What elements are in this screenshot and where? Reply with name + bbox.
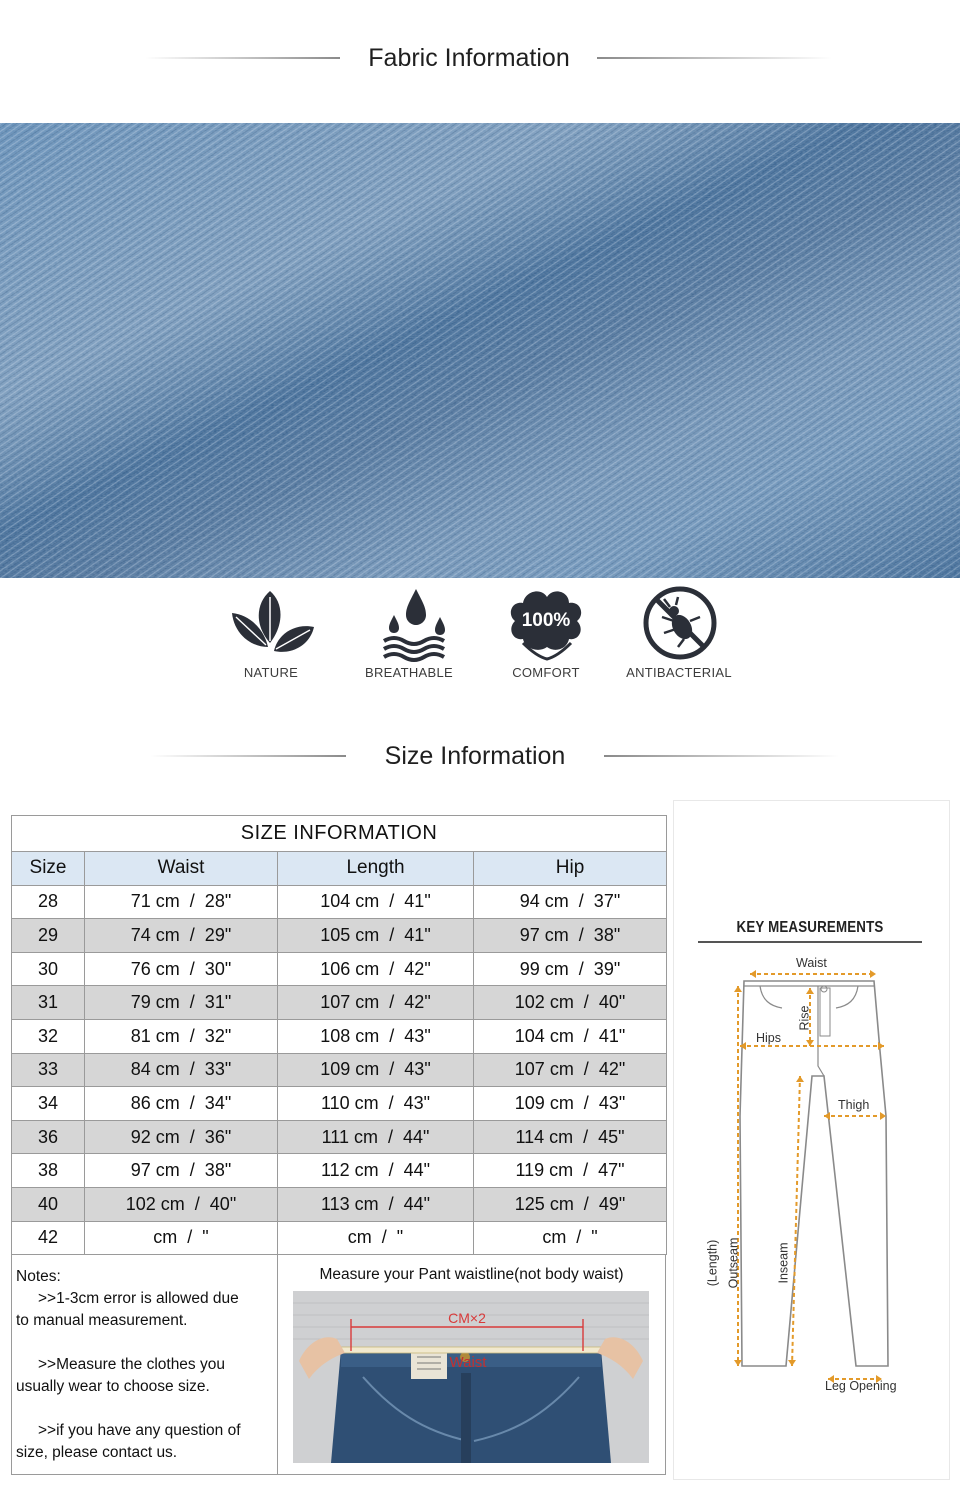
hip-cell: 125 cm / 49"	[474, 1187, 667, 1221]
table-row	[12, 1019, 667, 1053]
feature-label: BREATHABLE	[364, 665, 453, 680]
notes-heading: Notes:	[16, 1268, 61, 1285]
table-row	[12, 986, 667, 1020]
label-length: (Length)	[705, 1239, 720, 1287]
length-cell: 113 cm / 44"	[278, 1187, 474, 1221]
length-cell: 111 cm / 44"	[278, 1120, 474, 1154]
label-waist: Waist	[796, 956, 827, 970]
hip-cell: 107 cm / 42"	[474, 1053, 667, 1087]
cotton-icon	[501, 585, 591, 663]
label-inseam: Inseam	[776, 1242, 791, 1284]
size-section-heading	[0, 736, 960, 776]
note-1-line-2: to manual measurement.	[16, 1312, 188, 1329]
column-header-size: Size	[12, 852, 85, 886]
heading-divider-right	[597, 57, 832, 59]
heading-divider-left	[150, 755, 346, 757]
size-cell: 40	[12, 1187, 85, 1221]
length-cell: 110 cm / 43"	[278, 1087, 474, 1121]
hip-cell: 99 cm / 39"	[474, 952, 667, 986]
waist-cell: 76 cm / 30"	[85, 952, 278, 986]
water-drop-icon	[364, 585, 454, 663]
size-section-title: Size Information	[384, 742, 566, 770]
measure-caption: Measure your Pant waistline(not body waist)	[319, 1266, 624, 1283]
waist-cell: 92 cm / 36"	[85, 1120, 278, 1154]
size-cell: 32	[12, 1019, 85, 1053]
column-header-hip: Hip	[474, 852, 667, 886]
label-rise: Rise	[797, 1005, 812, 1031]
heading-divider-left	[145, 57, 340, 59]
note-3-line-1: >>if you have any question of	[38, 1422, 241, 1439]
key-measurements-panel	[673, 800, 950, 1480]
column-header-waist: Waist	[85, 852, 278, 886]
hip-cell: 94 cm / 37"	[474, 885, 667, 919]
size-cell: 33	[12, 1053, 85, 1087]
feature-label: NATURE	[243, 665, 299, 680]
heading-divider-right	[604, 755, 839, 757]
note-2-line-1: >>Measure the clothes you	[38, 1356, 225, 1373]
hip-cell: cm / "	[474, 1221, 667, 1255]
label-thigh: Thigh	[838, 1098, 870, 1112]
hip-cell: 104 cm / 41"	[474, 1019, 667, 1053]
key-measurements-title: KEY MEASUREMENTS	[736, 919, 884, 936]
table-row	[12, 952, 667, 986]
length-cell: 107 cm / 42"	[278, 986, 474, 1020]
table-row	[12, 919, 667, 953]
length-cell: 105 cm / 41"	[278, 919, 474, 953]
hip-cell: 109 cm / 43"	[474, 1087, 667, 1121]
table-row	[12, 885, 667, 919]
feature-label: COMFORT	[512, 665, 580, 680]
size-cell: 29	[12, 919, 85, 953]
label-hips: Hips	[756, 1031, 782, 1045]
dimension-label: CM×2	[448, 1310, 486, 1326]
size-cell: 42	[12, 1221, 85, 1255]
table-row	[12, 1187, 667, 1221]
size-cell: 34	[12, 1087, 85, 1121]
leaves-icon	[226, 585, 316, 663]
key-measurements-underline	[698, 941, 922, 943]
notes-and-measure-panel	[11, 1254, 666, 1475]
length-cell: 106 cm / 42"	[278, 952, 474, 986]
waist-cell: 81 cm / 32"	[85, 1019, 278, 1053]
table-row	[12, 1053, 667, 1087]
note-3-line-2: size, please contact us.	[16, 1444, 178, 1461]
table-row	[12, 1154, 667, 1188]
waist-cell: 102 cm / 40"	[85, 1187, 278, 1221]
fabric-section-title: Fabric Information	[368, 44, 570, 72]
size-table	[11, 815, 667, 1255]
length-cell: 112 cm / 44"	[278, 1154, 474, 1188]
hip-cell: 119 cm / 47"	[474, 1154, 667, 1188]
notes-block	[12, 1254, 278, 1474]
hip-cell: 102 cm / 40"	[474, 986, 667, 1020]
length-cell: cm / "	[278, 1221, 474, 1255]
size-cell: 28	[12, 885, 85, 919]
length-cell: 109 cm / 43"	[278, 1053, 474, 1087]
length-cell: 108 cm / 43"	[278, 1019, 474, 1053]
waist-cell: cm / "	[85, 1221, 278, 1255]
table-row	[12, 1087, 667, 1121]
note-2-line-2: usually wear to choose size.	[16, 1378, 210, 1395]
denim-fabric-image	[0, 123, 960, 578]
waist-cell: 74 cm / 29"	[85, 919, 278, 953]
feature-label: ANTIBACTERIAL	[626, 665, 732, 680]
feature-icons-row	[0, 585, 960, 685]
size-cell: 36	[12, 1120, 85, 1154]
size-cell: 38	[12, 1154, 85, 1188]
size-cell: 31	[12, 986, 85, 1020]
size-table-title: SIZE INFORMATION	[12, 816, 667, 852]
hip-cell: 114 cm / 45"	[474, 1120, 667, 1154]
waist-cell: 71 cm / 28"	[85, 885, 278, 919]
waist-measure-photo	[293, 1291, 649, 1463]
size-cell: 30	[12, 952, 85, 986]
feature-nature	[206, 585, 336, 685]
label-leg-opening: Leg Opening	[825, 1379, 897, 1393]
waist-cell: 97 cm / 38"	[85, 1154, 278, 1188]
pants-diagram	[674, 946, 951, 1456]
waist-cell: 86 cm / 34"	[85, 1087, 278, 1121]
table-row	[12, 1221, 667, 1255]
feature-antibacterial	[614, 585, 744, 685]
cotton-badge: 100%	[521, 610, 571, 631]
column-header-length: Length	[278, 852, 474, 886]
no-bug-icon	[634, 585, 724, 663]
waist-cell: 84 cm / 33"	[85, 1053, 278, 1087]
feature-breathable	[344, 585, 474, 685]
waist-cell: 79 cm / 31"	[85, 986, 278, 1020]
waist-photo-label: Waist	[449, 1354, 487, 1371]
feature-comfort	[481, 585, 611, 685]
length-cell: 104 cm / 41"	[278, 885, 474, 919]
note-1-line-1: >>1-3cm error is allowed due	[38, 1290, 239, 1307]
label-outseam: Outseam	[726, 1237, 741, 1289]
fabric-section-heading	[0, 38, 960, 78]
table-row	[12, 1120, 667, 1154]
measure-block	[278, 1254, 665, 1474]
hip-cell: 97 cm / 38"	[474, 919, 667, 953]
